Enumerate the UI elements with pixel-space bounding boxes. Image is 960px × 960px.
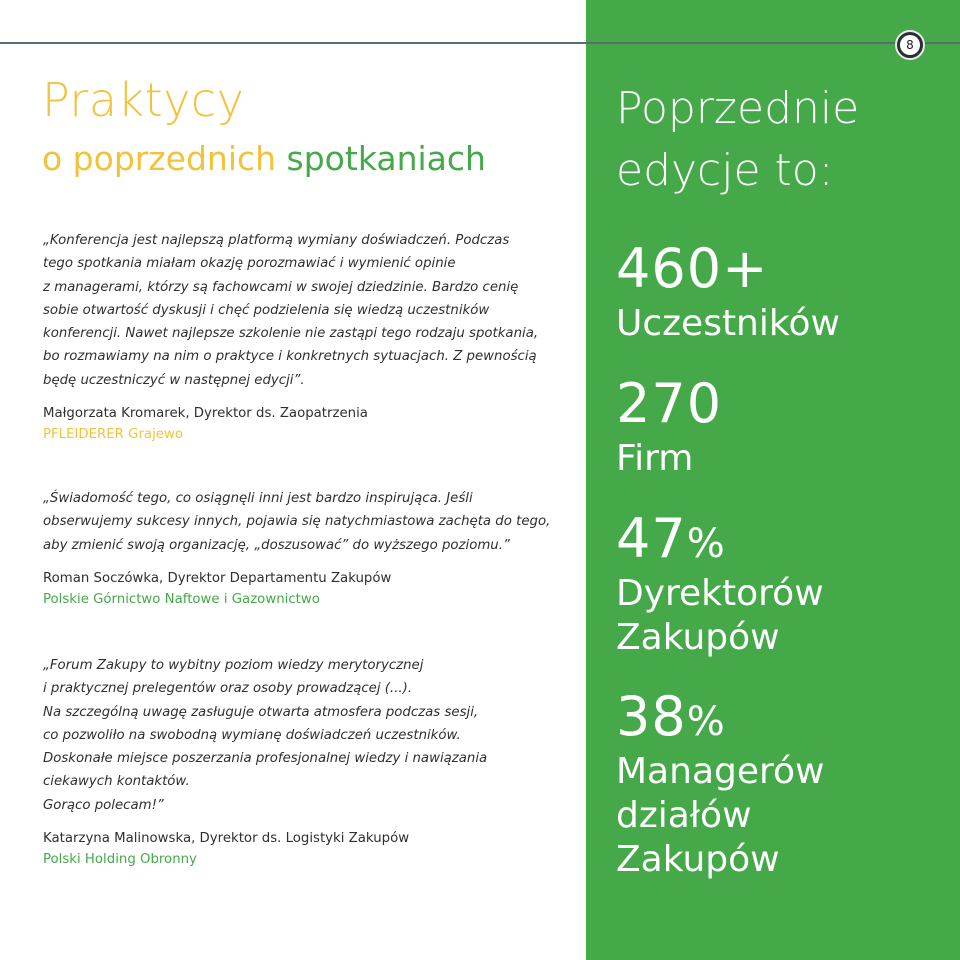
quote-line: ciekawych kontaktów.	[43, 774, 190, 790]
page-title: Praktycy	[42, 73, 245, 127]
testimonial-company: PFLEIDERER Grajewo	[43, 427, 183, 443]
panel-title-line: edycje to:	[616, 145, 834, 196]
quote-line: tego spotkania miałam okazję porozmawiać i wymienić opinie	[43, 256, 456, 272]
testimonial-company: Polski Holding Obronny	[43, 852, 197, 868]
quote-line: „Konferencja jest najlepszą platformą wymiany doświadczeń. Podczas	[43, 233, 510, 248]
page-number-badge	[895, 30, 925, 60]
subtitle-part-green: spotkaniach	[286, 138, 486, 178]
testimonial-author: Katarzyna Malinowska, Dyrektor ds. Logistyki Zakupów	[43, 831, 410, 847]
top-divider-line	[0, 42, 960, 44]
quote-line: Gorąco polecam!”	[43, 797, 164, 813]
stat-label-line: działów	[616, 795, 752, 836]
quote-line: i praktycznej prelegentów oraz osoby prowadzącej (...).	[43, 681, 413, 697]
panel-title-line: Poprzednie	[616, 83, 860, 134]
stat-value	[616, 372, 723, 435]
stat-suffix: %	[686, 521, 726, 567]
quote-line: z managerami, którzy są fachowcami w swojej dziedzinie. Bardzo cenię	[43, 279, 519, 295]
quote-line: „Świadomość tego, co osiągnęli inni jest bardzo inspirująca. Jeśli	[43, 491, 473, 506]
quote-line: Na szczególną uwagę zasługuje otwarta atmosfera podczas sesji,	[43, 704, 479, 720]
stat-managers	[616, 685, 825, 882]
quote-line: obserwujemy sukcesy innych, pojawia się natychmiastowa zachęta do tego,	[43, 514, 551, 530]
stat-label	[616, 302, 840, 346]
section-heading	[42, 74, 486, 177]
subtitle-part-yellow: o poprzednich	[42, 138, 277, 178]
stat-value	[616, 685, 824, 748]
quote-line: aby zmienić swoją organizację, „doszusować” do wyższego poziomu.”	[43, 537, 510, 553]
page-number: 8	[900, 35, 920, 55]
stat-suffix: %	[686, 699, 726, 745]
stat-directors	[616, 507, 824, 660]
page-subtitle	[42, 138, 486, 178]
testimonial-quote	[43, 487, 583, 557]
testimonial-quote	[43, 229, 583, 392]
stat-label-line: Zakupów	[616, 839, 780, 880]
stat-number: 270	[616, 372, 723, 435]
stat-participants	[616, 237, 840, 346]
testimonial-3	[43, 654, 583, 867]
testimonial-2	[43, 487, 583, 607]
stat-value	[616, 237, 840, 300]
quote-line: będę uczestniczyć w następnej edycji”.	[43, 372, 305, 388]
stat-label	[616, 437, 722, 481]
quote-line: konferencji. Nawet najlepsze szkolenie nie zastąpi tego rodzaju spotkania,	[43, 326, 539, 342]
testimonial-author: Roman Soczówka, Dyrektor Departamentu Zakupów	[43, 570, 392, 586]
stat-label-line: Managerów	[616, 751, 825, 792]
stat-number: 47	[616, 507, 687, 570]
stat-label-line: Uczestników	[616, 303, 840, 344]
testimonial-1	[43, 229, 583, 442]
stat-label	[616, 750, 824, 882]
quote-line: Doskonałe miejsce poszerzania profesjonalnej wiedzy i nawiązania	[43, 751, 488, 767]
stat-label-line: Zakupów	[616, 617, 780, 658]
stat-companies	[616, 372, 723, 481]
quote-line: co pozwoliło na swobodną wymianę doświadczeń uczestników.	[43, 727, 461, 743]
stat-value	[616, 507, 824, 570]
testimonial-author: Małgorzata Kromarek, Dyrektor ds. Zaopatrzenia	[43, 406, 368, 422]
quote-line: sobie otwartość dyskusji i chęć podzielenia się wiedzą uczestników	[43, 302, 490, 318]
quote-line: bo rozmawiamy na nim o praktyce i konkretnych sytuacjach. Z pewnością	[43, 349, 537, 365]
stat-number: 38	[616, 685, 687, 748]
stat-label-line: Dyrektorów	[616, 573, 824, 614]
panel-title	[616, 78, 859, 202]
stat-label	[616, 572, 824, 660]
testimonial-company: Polskie Górnictwo Naftowe i Gazownictwo	[43, 591, 320, 607]
stat-label-line: Firm	[616, 438, 694, 479]
testimonial-quote	[43, 654, 583, 817]
quote-line: „Forum Zakupy to wybitny poziom wiedzy merytorycznej	[43, 658, 424, 673]
stat-number: 460+	[616, 237, 769, 300]
